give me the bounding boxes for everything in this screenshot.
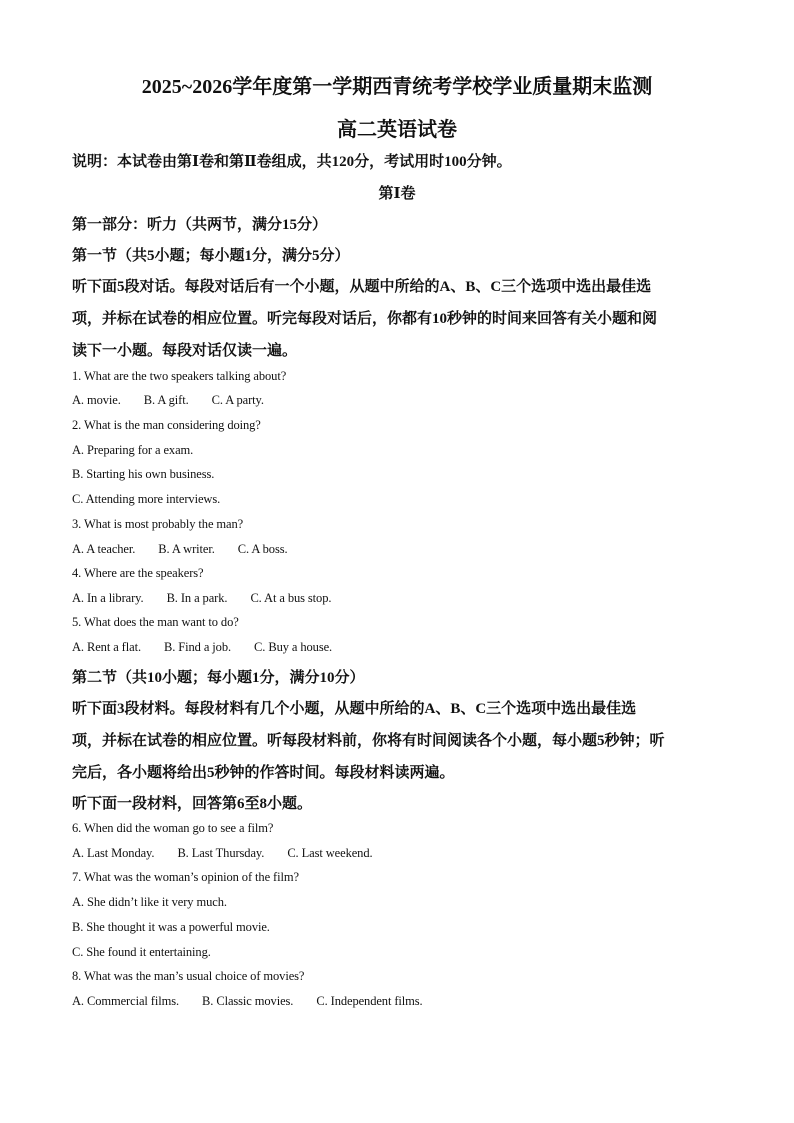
option-a: A. Last Monday. [72, 846, 155, 860]
instructions: 说明：本试卷由第Ⅰ卷和第Ⅱ卷组成，共120分，考试用时100分钟。 [72, 154, 512, 170]
option-c: C. At a bus stop. [250, 591, 332, 605]
question-options [72, 542, 288, 557]
question-stem: 3. What is most probably the man? [72, 517, 244, 531]
question-stem: 5. What does the man want to do? [72, 615, 239, 629]
question-stem: 7. What was the woman’s opinion of the film? [72, 870, 299, 884]
question-stem: 2. What is the man considering doing? [72, 418, 261, 432]
section1-directions-line: 项，并标在试卷的相应位置。听完每段对话后，你都有10秒钟的时间来回答有关小题和阅 [72, 311, 658, 327]
question-stem: 1. What are the two speakers talking about? [72, 369, 287, 383]
option-c: C. A party. [211, 393, 264, 407]
section1-directions-line: 读下一小题。每段对话仅读一遍。 [72, 343, 298, 359]
section2-directions-line: 项，并标在试卷的相应位置。听每段材料前，你将有时间阅读各个小题，每小题5秒钟；听 [72, 733, 665, 749]
question-stem: 6. When did the woman go to see a film? [72, 821, 274, 835]
part1-heading: 第一部分：听力（共两节，满分15分） [72, 217, 328, 233]
section2-heading: 第二节（共10小题；每小题1分，满分10分） [72, 670, 365, 686]
option-a: A. A teacher. [72, 542, 136, 556]
option-a: A. movie. [72, 393, 121, 407]
section2-directions-line: 听下面3段材料。每段材料有几个小题，从题中所给的A、B、C三个选项中选出最佳选 [72, 701, 637, 717]
question-stem: 8. What was the man’s usual choice of movies? [72, 969, 305, 983]
option-b: B. Classic movies. [202, 994, 294, 1008]
option-b: B. A gift. [143, 393, 189, 407]
section2-directions-line: 完后，各小题将给出5秒钟的作答时间。每段材料读两遍。 [72, 765, 455, 781]
option-b: B. Last Thursday. [177, 846, 265, 860]
question-options [72, 591, 331, 606]
exam-subtitle: 高二英语试卷 [337, 119, 457, 141]
option-a: A. Rent a flat. [72, 640, 141, 654]
option-b: B. In a park. [166, 591, 228, 605]
option-c: C. Last weekend. [287, 846, 373, 860]
question-stem: 4. Where are the speakers? [72, 566, 204, 580]
option-c: C. Independent films. [316, 994, 423, 1008]
option-a: A. Commercial films. [72, 994, 180, 1008]
option-c: C. Attending more interviews. [72, 492, 221, 506]
question-options [72, 994, 423, 1009]
section1-directions-line: 听下面5段对话。每段对话后有一个小题，从题中所给的A、B、C三个选项中选出最佳选 [72, 279, 652, 295]
passage-intro: 听下面一段材料，回答第6至8小题。 [72, 796, 313, 812]
option-c: C. A boss. [237, 542, 288, 556]
option-a: A. She didn’t like it very much. [72, 895, 227, 909]
question-options [72, 846, 373, 861]
option-b: B. Find a job. [164, 640, 232, 654]
question-options [72, 640, 332, 655]
option-a: A. Preparing for a exam. [72, 443, 194, 457]
option-b: B. A writer. [158, 542, 215, 556]
exam-title: 2025~2026学年度第一学期西青统考学校学业质量期末监测 [141, 76, 653, 98]
option-a: A. In a library. [72, 591, 144, 605]
option-b: B. She thought it was a powerful movie. [72, 920, 270, 934]
option-c: C. She found it entertaining. [72, 945, 211, 959]
question-options [72, 393, 264, 408]
option-c: C. Buy a house. [254, 640, 333, 654]
section1-heading: 第一节（共5小题；每小题1分，满分5分） [72, 248, 350, 264]
option-b: B. Starting his own business. [72, 467, 215, 481]
volume-title: 第Ⅰ卷 [378, 186, 416, 202]
